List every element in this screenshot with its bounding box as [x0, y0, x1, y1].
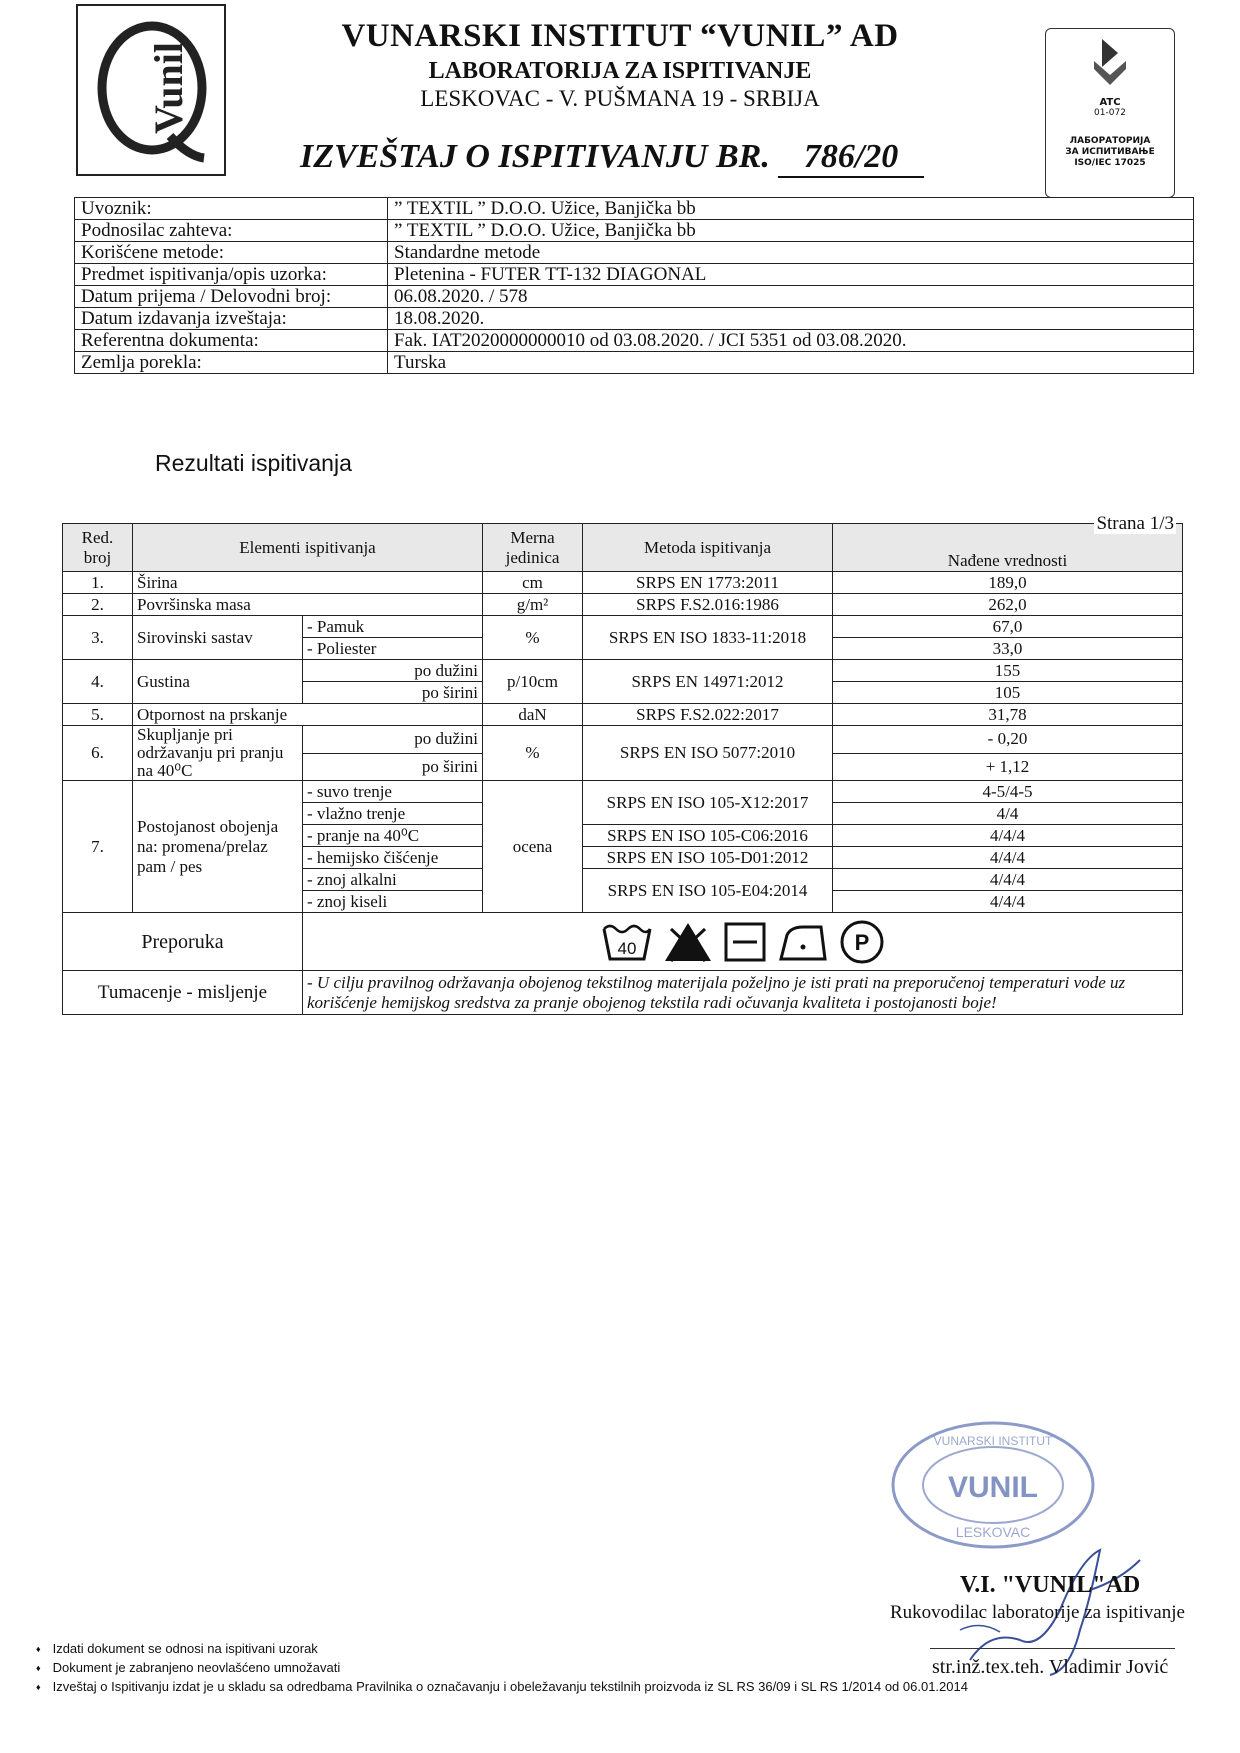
- row-sub: - znoj kiseli: [303, 891, 483, 913]
- interpretation-text: - U cilju pravilnog održavanja obojenog tekstilnog materijala poželjno je isti prati na preporučenoj temperaturi vode uz korišćenje hemijskog sredstva za pranje obojenog tekstila radi očuvanja kvaliteta i postojanosti boje!: [303, 971, 1183, 1015]
- row-unit: %: [483, 726, 583, 781]
- row-method: SRPS EN ISO 105-E04:2014: [583, 869, 833, 913]
- info-row: [75, 220, 1194, 242]
- accreditation-line1: ЛАБОРАТОРИЈА: [1069, 136, 1151, 146]
- svg-text:LESKOVAC: LESKOVAC: [955, 1524, 1031, 1540]
- row-sub: po dužini: [303, 726, 483, 754]
- row-unit: g/m²: [483, 594, 583, 616]
- header-unit: Merna jedinica: [483, 524, 583, 572]
- row-unit: daN: [483, 704, 583, 726]
- svg-text:40: 40: [617, 938, 636, 958]
- header-no: Red. broj: [63, 524, 133, 572]
- table-row: [63, 616, 1183, 638]
- footer-note: ♦ Dokument je zabranjeno neovlašćeno umnožavati: [36, 1659, 968, 1678]
- footer-notes: [36, 1640, 968, 1697]
- recommendation-label: Preporuka: [63, 913, 303, 971]
- row-sub: - Poliester: [303, 638, 483, 660]
- row-method: SRPS EN ISO 5077:2010: [583, 726, 833, 781]
- row-value: - 0,20: [833, 726, 1183, 754]
- info-value: Turska: [388, 352, 1194, 374]
- row-no: 4.: [63, 660, 133, 704]
- report-info-table: [74, 197, 1194, 374]
- interpretation-row: [63, 971, 1183, 1015]
- info-value: Pletenina - FUTER TT-132 DIAGONAL: [388, 264, 1194, 286]
- row-method: SRPS EN ISO 105-X12:2017: [583, 781, 833, 825]
- row-unit: ocena: [483, 781, 583, 913]
- institute-stamp: [888, 1415, 1098, 1555]
- info-label: Datum izdavanja izveštaja:: [75, 308, 388, 330]
- row-sub: - pranje na 40⁰C: [303, 825, 483, 847]
- table-row: [63, 781, 1183, 803]
- info-label: Datum prijema / Delovodni broj:: [75, 286, 388, 308]
- page-info: Strana 1/3: [1096, 513, 1175, 534]
- results-heading: Rezultati ispitivanja: [155, 450, 352, 476]
- row-value: 262,0: [833, 594, 1183, 616]
- info-row: [75, 198, 1194, 220]
- info-row: [75, 308, 1194, 330]
- accreditation-line2: ЗА ИСПИТИВАЊЕ: [1065, 147, 1155, 157]
- header-element: Elementi ispitivanja: [133, 524, 483, 572]
- tumble-dry-icon: [723, 921, 767, 963]
- svg-text:Vunil: Vunil: [146, 42, 191, 134]
- footer-note: ♦ Izveštaj o Ispitivanju izdat je u skladu sa odredbama Pravilnika o označavanju i obeležavanju tekstilnih proizvoda iz SL RS 36/09 i SL RS 1/2014 od 06.01.2014: [36, 1678, 968, 1697]
- row-sub: po širini: [303, 753, 483, 781]
- info-row: [75, 352, 1194, 374]
- row-value: 155: [833, 660, 1183, 682]
- report-info-body: [75, 198, 1194, 374]
- info-label: Predmet ispitivanja/opis uzorka:: [75, 264, 388, 286]
- row-element: Sirovinski sastav: [133, 616, 303, 660]
- row-no: 3.: [63, 616, 133, 660]
- no-bleach-icon: [663, 921, 713, 963]
- row-sub: po širini: [303, 682, 483, 704]
- table-row: [63, 704, 1183, 726]
- row-no: 2.: [63, 594, 133, 616]
- svg-text:VUNARSKI INSTITUT: VUNARSKI INSTITUT: [933, 1434, 1053, 1448]
- interpretation-label: Tumacenje - misljenje: [63, 971, 303, 1015]
- row-element: Otpornost na prskanje: [133, 704, 483, 726]
- info-row: [75, 330, 1194, 352]
- row-value: 4/4: [833, 803, 1183, 825]
- info-label: Referentna dokumenta:: [75, 330, 388, 352]
- row-method: SRPS EN 14971:2012: [583, 660, 833, 704]
- info-row: [75, 286, 1194, 308]
- row-no: 1.: [63, 572, 133, 594]
- results-table: [62, 513, 1183, 1015]
- row-element: Površinska masa: [133, 594, 483, 616]
- row-value: 67,0: [833, 616, 1183, 638]
- table-row: [63, 660, 1183, 682]
- row-method: SRPS EN ISO 105-D01:2012: [583, 847, 833, 869]
- row-element: Skupljanje pri održavanju pri pranju na 40⁰C: [133, 726, 303, 781]
- svg-text:VUNIL: VUNIL: [948, 1471, 1038, 1504]
- info-value: ” TEXTIL ” D.O.O. Užice, Banjička bb: [388, 220, 1194, 242]
- row-unit: p/10cm: [483, 660, 583, 704]
- row-sub: - znoj alkalni: [303, 869, 483, 891]
- info-value: ” TEXTIL ” D.O.O. Užice, Banjička bb: [388, 198, 1194, 220]
- accreditation-badge: [1045, 28, 1175, 198]
- row-value: 4/4/4: [833, 825, 1183, 847]
- institute-name: VUNARSKI INSTITUT “VUNIL” AD: [341, 18, 899, 54]
- signatory-name: str.inž.tex.teh. Vladimir Jović: [932, 1656, 1169, 1678]
- info-row: [75, 242, 1194, 264]
- table-row: [63, 594, 1183, 616]
- institute-logo: [76, 4, 226, 176]
- results-header-row: [63, 524, 1183, 572]
- row-value: 31,78: [833, 704, 1183, 726]
- row-method: SRPS EN ISO 1833-11:2018: [583, 616, 833, 660]
- row-method: SRPS EN 1773:2011: [583, 572, 833, 594]
- info-label: Uvoznik:: [75, 198, 388, 220]
- report-title: [300, 138, 960, 178]
- accreditation-mark: ATC: [1099, 97, 1121, 108]
- info-value: Standardne metode: [388, 242, 1194, 264]
- info-value: Fak. IAT2020000000010 od 03.08.2020. / JCI 5351 od 03.08.2020.: [388, 330, 1194, 352]
- recommendation-row: [63, 913, 1183, 971]
- report-title-text: IZVEŠTAJ O ISPITIVANJU BR.: [300, 138, 770, 175]
- institute-address: LESKOVAC - V. PUŠMANA 19 - SRBIJA: [420, 86, 820, 111]
- row-no: 7.: [63, 781, 133, 913]
- dry-clean-p-icon: [839, 919, 885, 965]
- laboratory-name: LABORATORIJA ZA ISPITIVANJE: [428, 58, 812, 84]
- atc-mark-icon: [1090, 37, 1130, 89]
- row-value: 189,0: [833, 572, 1183, 594]
- header-method: Metoda ispitivanja: [583, 524, 833, 572]
- row-value: 105: [833, 682, 1183, 704]
- row-element: Postojanost obojenja na: promena/prelaz pam / pes: [133, 781, 303, 913]
- row-value: 33,0: [833, 638, 1183, 660]
- header-value: Nađene vrednosti: [947, 551, 1068, 570]
- accreditation-line3: ISO/IEC 17025: [1074, 158, 1146, 168]
- row-no: 5.: [63, 704, 133, 726]
- wash-40-icon: [601, 921, 653, 963]
- row-value: 4/4/4: [833, 891, 1183, 913]
- row-sub: - hemijsko čišćenje: [303, 847, 483, 869]
- table-row: [63, 572, 1183, 594]
- row-sub: - Pamuk: [303, 616, 483, 638]
- row-value: 4/4/4: [833, 869, 1183, 891]
- accreditation-code: 01-072: [1094, 108, 1126, 118]
- row-no: 6.: [63, 726, 133, 781]
- info-value: 18.08.2020.: [388, 308, 1194, 330]
- info-row: [75, 264, 1194, 286]
- row-sub: - vlažno trenje: [303, 803, 483, 825]
- row-method: SRPS EN ISO 105-C06:2016: [583, 825, 833, 847]
- row-value: + 1,12: [833, 753, 1183, 781]
- info-label: Zemlja porekla:: [75, 352, 388, 374]
- row-value: 4/4/4: [833, 847, 1183, 869]
- row-element: Širina: [133, 572, 483, 594]
- row-method: SRPS F.S2.022:2017: [583, 704, 833, 726]
- footer-note: ♦ Izdati dokument se odnosi na ispitivani uzorak: [36, 1640, 968, 1659]
- row-method: SRPS F.S2.016:1986: [583, 594, 833, 616]
- row-element: Gustina: [133, 660, 303, 704]
- svg-text:P: P: [854, 929, 869, 955]
- care-symbols: [303, 913, 1183, 971]
- report-number: 786/20: [778, 138, 924, 178]
- row-unit: %: [483, 616, 583, 660]
- signature-org: V.I. "VUNIL"AD: [960, 1572, 1141, 1598]
- row-sub: po dužini: [303, 660, 483, 682]
- info-label: Podnosilac zahteva:: [75, 220, 388, 242]
- row-value: 4-5/4-5: [833, 781, 1183, 803]
- iron-icon: [777, 921, 829, 963]
- info-value: 06.08.2020. / 578: [388, 286, 1194, 308]
- info-label: Korišćene metode:: [75, 242, 388, 264]
- signature-role: Rukovodilac laboratorije za ispitivanje: [890, 1602, 1185, 1623]
- row-unit: cm: [483, 572, 583, 594]
- row-sub: - suvo trenje: [303, 781, 483, 803]
- table-row: [63, 726, 1183, 754]
